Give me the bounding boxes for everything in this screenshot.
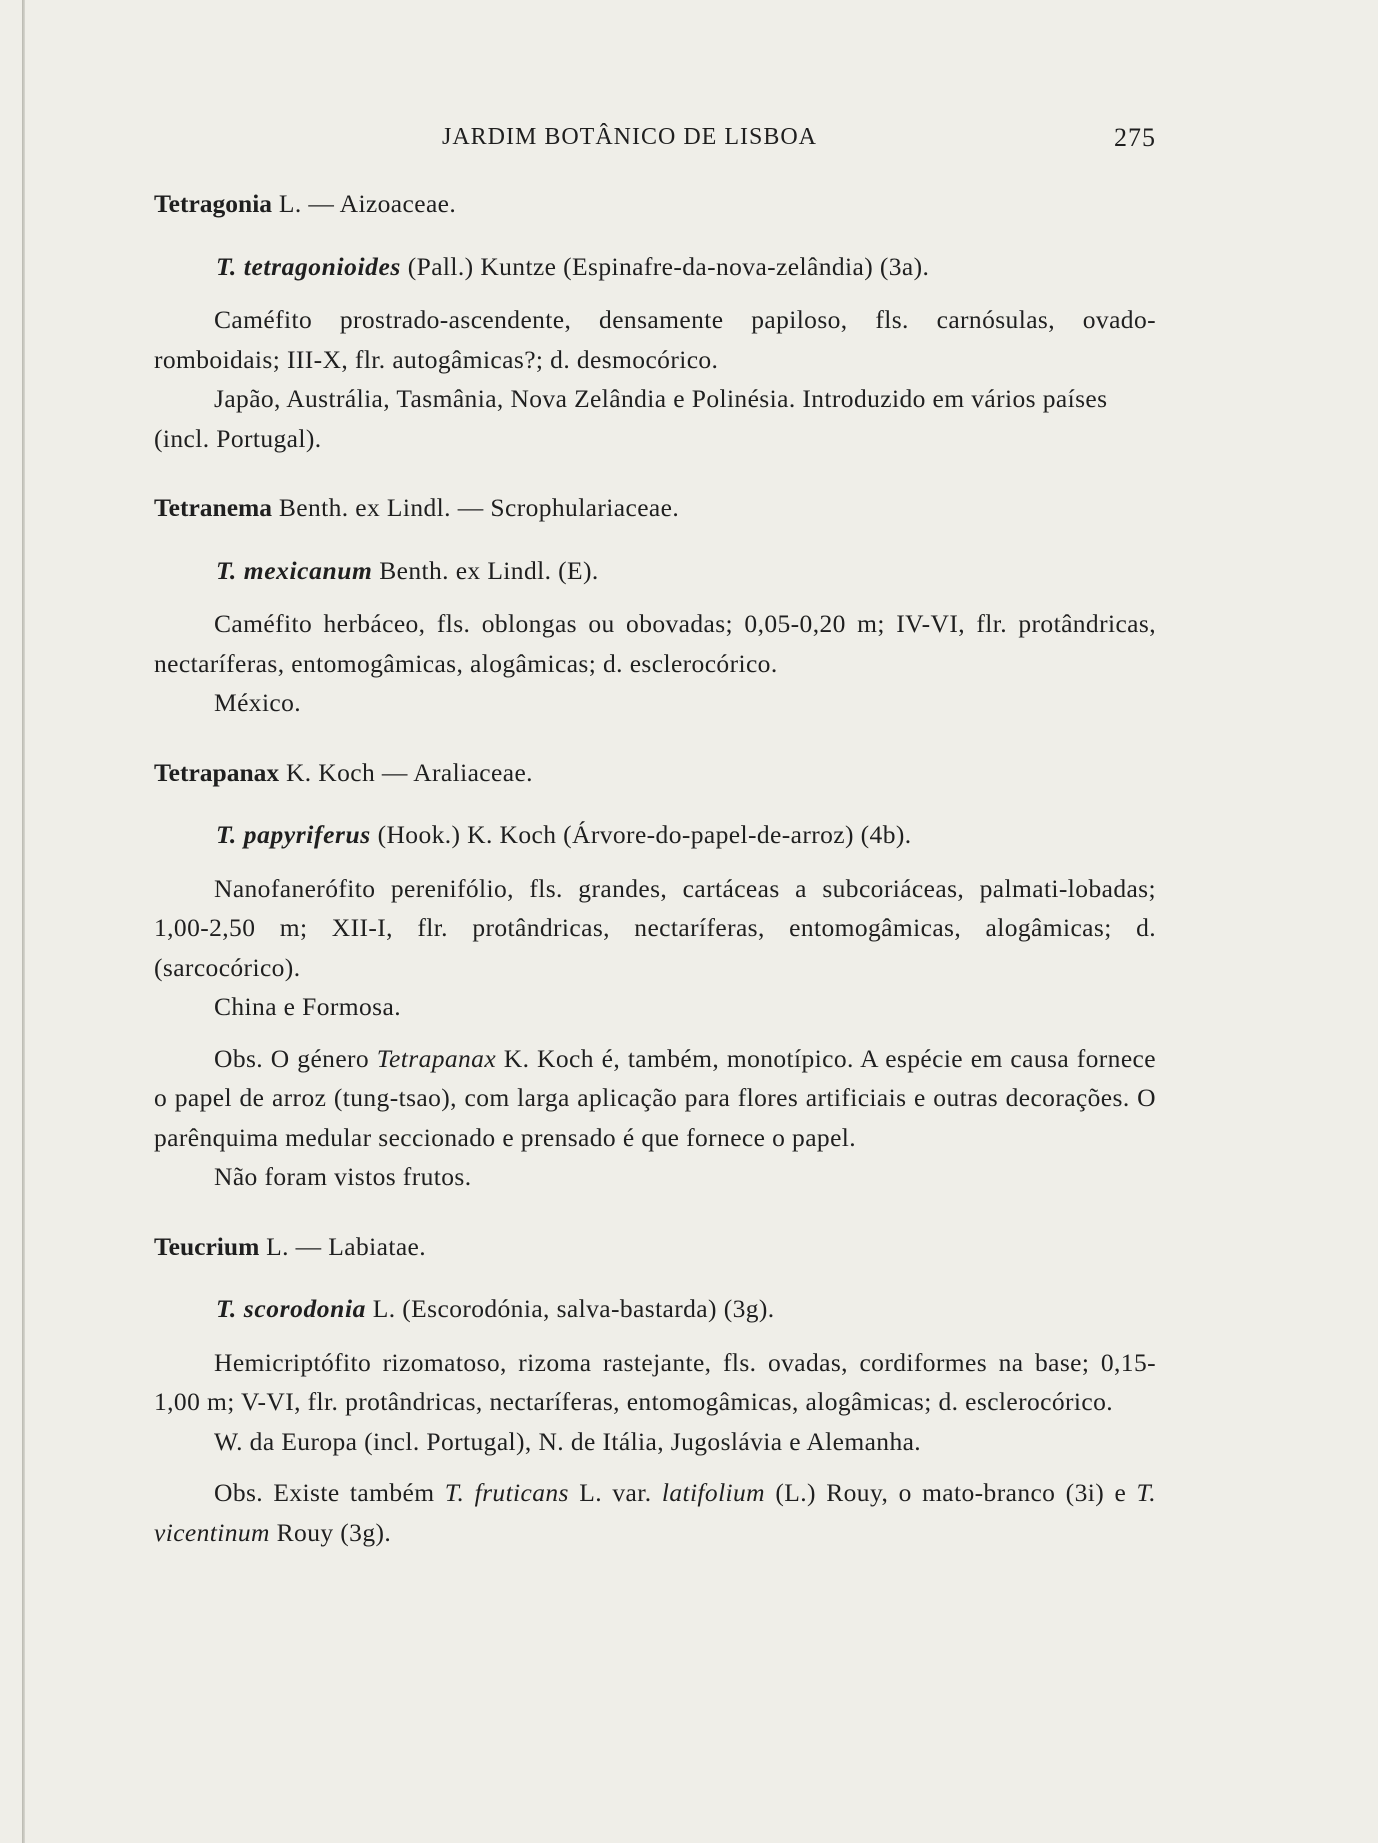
page-number: 275: [1114, 123, 1156, 152]
species-name: tetragonioides: [243, 251, 401, 281]
page-header: [154, 118, 1156, 164]
species-heading: [216, 247, 1156, 287]
species-authority: Benth. ex Lindl. (E).: [372, 555, 599, 585]
obs-genus: Tetrapanax: [376, 1043, 497, 1073]
genus-heading: [154, 753, 1156, 793]
genus-authority: L. — Labiatae.: [259, 1231, 427, 1261]
species-authority: (Pall.) Kuntze (Espinafre-da-nova-zelândia) (3a).: [400, 251, 930, 281]
obs-text-g: Rouy (3g).: [269, 1517, 392, 1547]
page-edge: [22, 0, 25, 1843]
obs-variety-latifolium: latifolium: [661, 1478, 766, 1507]
species-heading: [216, 551, 1156, 591]
entry-tetrapanax: [154, 753, 1156, 1197]
species-distribution: China e Formosa.: [214, 992, 402, 1021]
page: [154, 118, 1156, 1552]
species-abbr: T.: [216, 1294, 244, 1323]
species-name: mexicanum: [243, 555, 373, 585]
genus-heading: [154, 184, 1156, 224]
species-description: Nanofanerófito perenifólio, fls. grandes, cartáceas a subcoriáceas, palmati-lobadas; 1,00-2,50 m; XII-I, flr. protândricas, nectaríferas, entomogâmicas, alogâmicas; d. (sarcocórico).: [154, 873, 1156, 982]
species-distribution: W. da Europa (incl. Portugal), N. de Itália, Jugoslávia e Alemanha.: [214, 1426, 922, 1456]
genus-heading: [154, 488, 1156, 528]
species-name: papyriferus: [243, 820, 371, 849]
entry-teucrium: [154, 1227, 1156, 1553]
species-authority: (Hook.) K. Koch (Árvore-do-papel-de-arroz) (4b).: [370, 820, 912, 849]
species-abbr: T.: [216, 820, 244, 849]
species-heading: [216, 1289, 1156, 1329]
genus-name: Tetranema: [154, 493, 273, 522]
obs-prefix: Obs. O género: [214, 1043, 377, 1073]
genus-name: Tetrapanax: [154, 757, 280, 787]
species-description: Caméfito herbáceo, fls. oblongas ou obovadas; 0,05-0,20 m; IV-VI, flr. protândricas, nectaríferas, entomogâmicas, alogâmicas; d. esclerocórico.: [154, 609, 1156, 678]
genus-authority: Benth. ex Lindl. — Scrophulariaceae.: [272, 493, 680, 522]
genus-heading: [154, 1227, 1156, 1267]
species-name: scorodonia: [243, 1294, 366, 1323]
species-description: Caméfito prostrado-ascendente, densamente papiloso, fls. carnósulas, ovado-romboidais; III-X, flr. autogâmicas?; d. desmocórico.: [154, 305, 1156, 374]
genus-name: Teucrium: [154, 1231, 260, 1261]
running-title: JARDIM BOTÂNICO DE LISBOA: [442, 124, 818, 150]
fruit-note: Não foram vistos frutos.: [214, 1162, 472, 1191]
species-authority: L. (Escorodónia, salva-bastarda) (3g).: [365, 1294, 775, 1323]
observation-note: [154, 1039, 1156, 1158]
obs-species-fruticans: T. fruticans: [444, 1478, 569, 1507]
obs-text: K. Koch é, também, monotípico. A espécie em causa fornece o papel de arroz (tung-tsao), com larga aplicação para flores artificiais e outras decorações. O parênquima medular seccionado e prensado é que fornece o papel.: [154, 1043, 1156, 1152]
genus-authority: K. Koch — Araliaceae.: [279, 757, 533, 787]
obs-text-c: L. var.: [568, 1478, 662, 1507]
observation-note: [154, 1473, 1156, 1552]
genus-name: Tetragonia: [154, 189, 273, 218]
entry-tetranema: [154, 488, 1156, 723]
genus-authority: L. — Aizoaceae.: [272, 189, 457, 218]
obs-species-vicentinum: T. vicentinum: [154, 1478, 1156, 1547]
species-description: Hemicriptófito rizomatoso, rizoma rastejante, fls. ovadas, cordiformes na base; 0,15-1,00 m; V-VI, flr. protândricas, nectaríferas, entomogâmicas, alogâmicas; d. esclerocórico.: [154, 1347, 1156, 1416]
species-distribution: Japão, Austrália, Tasmânia, Nova Zelândia e Polinésia. Introduzido em vários países (incl. Portugal).: [154, 384, 1108, 453]
obs-text-e: (L.) Rouy, o mato-branco (3i) e: [765, 1478, 1137, 1507]
entry-tetragonia: [154, 184, 1156, 458]
species-heading: [216, 815, 1156, 855]
species-distribution: México.: [214, 688, 302, 717]
species-abbr: T.: [216, 555, 244, 585]
species-abbr: T.: [216, 251, 244, 281]
obs-text-a: Obs. Existe também: [214, 1478, 445, 1507]
